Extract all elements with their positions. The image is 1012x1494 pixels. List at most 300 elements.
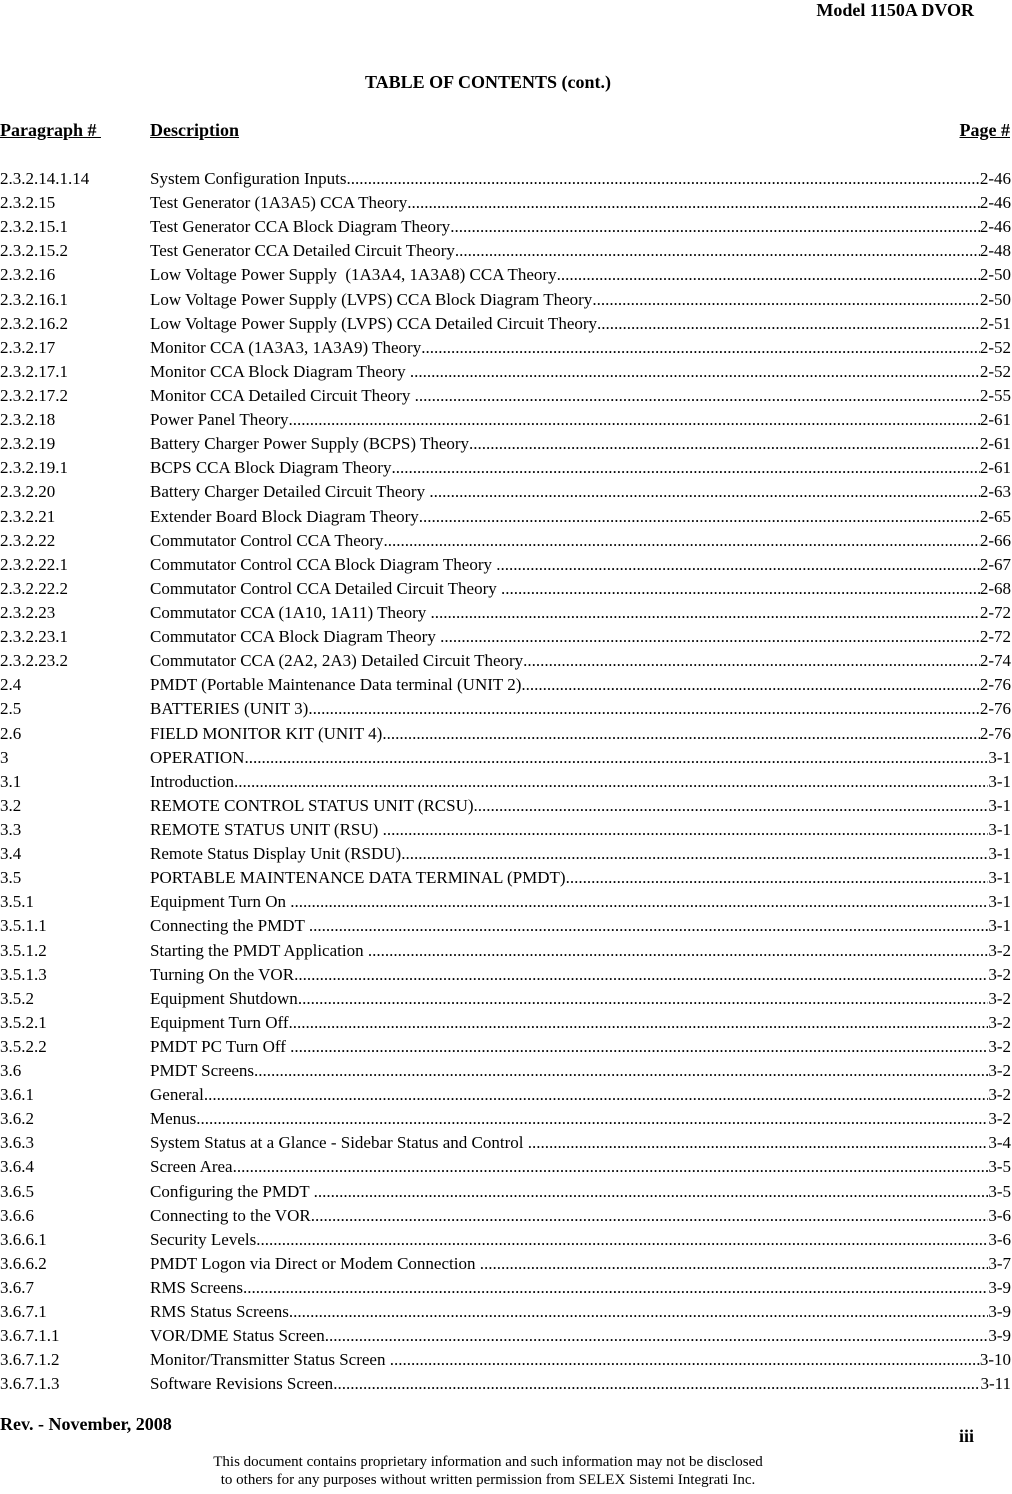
toc-entry-title-wrap bbox=[150, 384, 1011, 408]
toc-entry[interactable] bbox=[0, 601, 1011, 625]
dot-leader bbox=[383, 529, 979, 553]
toc-entry-title-wrap bbox=[150, 842, 1011, 866]
toc-entry-page: 3-2 bbox=[988, 1061, 1011, 1081]
toc-entry-number: 3.5.1 bbox=[0, 892, 34, 912]
toc-entry-page: 2-46 bbox=[979, 169, 1011, 188]
toc-entry-title-wrap bbox=[150, 770, 1011, 794]
toc-entry-page: 2-76 bbox=[979, 675, 1011, 695]
toc-entry-page: 2-72 bbox=[979, 602, 1011, 622]
toc-entry-number: 3.1 bbox=[0, 771, 22, 791]
toc-entry-number: 3 bbox=[0, 747, 9, 767]
toc-entry-title-wrap bbox=[150, 1083, 1011, 1107]
toc-entry-title-wrap bbox=[150, 649, 1011, 673]
toc-entry-title-wrap bbox=[150, 529, 1011, 553]
toc-entry-title-wrap bbox=[150, 722, 1011, 746]
toc-entry-title-wrap bbox=[150, 505, 1011, 529]
toc-entry-number: 3.6.1 bbox=[0, 1085, 34, 1105]
toc-entry-number: 2.3.2.17.2 bbox=[0, 385, 68, 405]
toc-entry[interactable] bbox=[0, 505, 1011, 529]
notice-line-1: This document contains proprietary information and such information may not be disclosed bbox=[213, 1454, 763, 1470]
toc-entry-number: 2.3.2.15 bbox=[0, 193, 56, 213]
toc-entry-page: 2-52 bbox=[979, 361, 1011, 381]
toc-entry-title: Configuring the PMDT bbox=[150, 1181, 314, 1201]
toc-entry-title: RMS Status Screens bbox=[150, 1302, 289, 1322]
toc-entry[interactable] bbox=[0, 890, 1011, 914]
dot-leader bbox=[289, 1011, 989, 1035]
dot-leader bbox=[450, 215, 980, 239]
toc-entry[interactable] bbox=[0, 722, 1011, 746]
toc-entry-title-wrap bbox=[150, 673, 1011, 697]
toc-entry-number: 2.3.2.15.1 bbox=[0, 217, 68, 237]
toc-entry-title-wrap bbox=[150, 1180, 1011, 1204]
notice-line-2: to others for any purposes without written permission from SELEX Sistemi Integrati Inc. bbox=[220, 1472, 756, 1488]
toc-entry-page: 2-76 bbox=[979, 699, 1011, 719]
toc-entry-number: 2.6 bbox=[0, 723, 22, 743]
toc-entry-page: 3-11 bbox=[980, 1374, 1011, 1394]
toc-entry-title-wrap bbox=[150, 215, 1011, 239]
toc-entry-title: FIELD MONITOR KIT (UNIT 4) bbox=[150, 723, 383, 743]
toc-entry-number: 2.4 bbox=[0, 675, 22, 695]
dot-leader bbox=[407, 191, 980, 215]
toc-entry-number: 3.4 bbox=[0, 844, 22, 864]
toc-entry-number: 2.3.2.22.1 bbox=[0, 554, 68, 574]
toc-entry-page: 2-72 bbox=[979, 627, 1011, 647]
dot-leader bbox=[474, 794, 989, 818]
toc-entry[interactable] bbox=[0, 1348, 1011, 1372]
toc-entry-title-wrap bbox=[150, 167, 1011, 191]
toc-entry-number: 2.3.2.17.1 bbox=[0, 361, 68, 381]
toc-entry[interactable] bbox=[0, 1324, 1011, 1348]
toc-entry-title-wrap bbox=[150, 288, 1011, 312]
dot-leader bbox=[289, 408, 980, 432]
toc-list bbox=[0, 167, 1011, 1397]
toc-entry-title: Power Panel Theory bbox=[150, 410, 289, 430]
toc-entry-page: 2-61 bbox=[979, 434, 1011, 454]
toc-entry[interactable] bbox=[0, 1059, 1011, 1083]
toc-entry-title-wrap bbox=[150, 312, 1011, 336]
toc-entry-page: 2-52 bbox=[979, 337, 1011, 357]
dot-leader bbox=[196, 1107, 988, 1131]
dot-leader bbox=[333, 1372, 980, 1396]
toc-entry-title: Equipment Turn On bbox=[150, 892, 291, 912]
toc-entry-number: 3.6.4 bbox=[0, 1157, 34, 1177]
dot-leader bbox=[419, 505, 980, 529]
toc-entry[interactable] bbox=[0, 1180, 1011, 1204]
dot-leader bbox=[480, 1252, 989, 1276]
toc-entry-title: Test Generator CCA Detailed Circuit Theory bbox=[150, 241, 455, 261]
toc-entry-number: 3.6.7 bbox=[0, 1278, 34, 1298]
dot-leader bbox=[204, 1083, 989, 1107]
toc-entry-title-wrap bbox=[150, 1324, 1011, 1348]
toc-entry-title-wrap bbox=[150, 1131, 1011, 1155]
toc-entry-number: 2.3.2.17 bbox=[0, 337, 56, 357]
toc-entry-number: 2.3.2.23 bbox=[0, 602, 56, 622]
toc-entry-number: 3.6.2 bbox=[0, 1109, 34, 1129]
toc-entry[interactable] bbox=[0, 553, 1011, 577]
toc-entry-number: 2.3.2.16.2 bbox=[0, 313, 68, 333]
toc-entry-title: Battery Charger Power Supply (BCPS) Theory bbox=[150, 434, 470, 454]
toc-entry-title: Commutator Control CCA Detailed Circuit Theory bbox=[150, 578, 501, 598]
toc-entry-title: Test Generator CCA Block Diagram Theory bbox=[150, 217, 451, 237]
toc-entry-title-wrap bbox=[150, 1276, 1011, 1300]
toc-entry-title-wrap bbox=[150, 987, 1011, 1011]
toc-entry-number: 3.6.5 bbox=[0, 1181, 34, 1201]
toc-entry-page: 2-48 bbox=[979, 241, 1011, 261]
toc-entry-title-wrap bbox=[150, 625, 1011, 649]
toc-entry[interactable] bbox=[0, 1300, 1011, 1324]
toc-entry[interactable] bbox=[0, 963, 1011, 987]
toc-entry[interactable] bbox=[0, 1252, 1011, 1276]
toc-entry-title-wrap bbox=[150, 408, 1011, 432]
toc-entry-number: 3.5.2.1 bbox=[0, 1012, 47, 1032]
toc-entry-title-wrap bbox=[150, 1107, 1011, 1131]
toc-entry-page: 2-63 bbox=[979, 482, 1011, 502]
toc-entry-page: 2-50 bbox=[979, 265, 1011, 285]
toc-entry-title: Commutator CCA (1A10, 1A11) Theory bbox=[150, 602, 431, 622]
toc-entry-title: Monitor CCA Detailed Circuit Theory bbox=[150, 385, 415, 405]
dot-leader bbox=[521, 673, 979, 697]
toc-entry-title-wrap bbox=[150, 1059, 1011, 1083]
toc-entry-number: 2.5 bbox=[0, 699, 22, 719]
toc-entry-title-wrap bbox=[150, 1228, 1011, 1252]
toc-entry[interactable] bbox=[0, 1204, 1011, 1228]
toc-entry-number: 3.6.7.1.1 bbox=[0, 1326, 60, 1346]
toc-entry-number: 3.6.7.1 bbox=[0, 1302, 47, 1322]
toc-entry-title: Security Levels bbox=[150, 1229, 257, 1249]
toc-entry-number: 3.6.6.2 bbox=[0, 1253, 47, 1273]
toc-entry[interactable] bbox=[0, 818, 1011, 842]
dot-leader bbox=[243, 1276, 988, 1300]
toc-entry-page: 3-6 bbox=[988, 1205, 1011, 1225]
toc-entry[interactable] bbox=[0, 1228, 1011, 1252]
toc-entry-title: Turning On the VOR bbox=[150, 964, 295, 984]
toc-entry[interactable] bbox=[0, 697, 1011, 721]
toc-entry-page: 2-67 bbox=[979, 554, 1011, 574]
toc-entry-page: 3-2 bbox=[988, 988, 1011, 1008]
toc-entry-title-wrap bbox=[150, 963, 1011, 987]
toc-entry-title: BATTERIES (UNIT 3) bbox=[150, 699, 309, 719]
toc-entry-page: 2-51 bbox=[979, 313, 1011, 333]
toc-entry-title: Battery Charger Detailed Circuit Theory bbox=[150, 482, 430, 502]
toc-entry-number: 2.3.2.22 bbox=[0, 530, 56, 550]
toc-entry-page: 2-74 bbox=[979, 651, 1011, 671]
toc-entry-title: Screen Area bbox=[150, 1157, 233, 1177]
toc-entry-title-wrap bbox=[150, 263, 1011, 287]
toc-entry[interactable] bbox=[0, 1131, 1011, 1155]
toc-entry[interactable] bbox=[0, 1035, 1011, 1059]
toc-entry-page: 3-10 bbox=[979, 1350, 1011, 1370]
toc-entry-title: VOR/DME Status Screen bbox=[150, 1326, 325, 1346]
dot-leader bbox=[309, 914, 989, 938]
toc-entry-title: Remote Status Display Unit (RSDU) bbox=[150, 844, 402, 864]
toc-entry[interactable] bbox=[0, 336, 1011, 360]
dot-leader bbox=[401, 842, 988, 866]
toc-entry[interactable] bbox=[0, 263, 1011, 287]
dot-leader bbox=[501, 577, 980, 601]
toc-entry-number: 2.3.2.23.2 bbox=[0, 651, 68, 671]
toc-entry-title: Software Revisions Screen bbox=[150, 1374, 334, 1394]
toc-entry-title: PMDT (Portable Maintenance Data terminal (UNIT 2) bbox=[150, 675, 522, 695]
toc-entry[interactable] bbox=[0, 1276, 1011, 1300]
dot-leader bbox=[391, 456, 979, 480]
toc-entry-title-wrap bbox=[150, 239, 1011, 263]
toc-entry[interactable] bbox=[0, 529, 1011, 553]
dot-leader bbox=[528, 1131, 989, 1155]
dot-leader bbox=[346, 167, 979, 191]
toc-entry[interactable] bbox=[0, 914, 1011, 938]
document-model-header: Model 1150A DVOR bbox=[816, 0, 974, 20]
toc-entry-title: Low Voltage Power Supply (LVPS) CCA Detailed Circuit Theory bbox=[150, 313, 598, 333]
toc-entry[interactable] bbox=[0, 480, 1011, 504]
toc-entry[interactable] bbox=[0, 746, 1011, 770]
toc-entry-page: 2-61 bbox=[979, 458, 1011, 478]
toc-entry-page: 3-1 bbox=[988, 795, 1011, 815]
toc-entry-page: 2-61 bbox=[979, 410, 1011, 430]
toc-entry-title: Extender Board Block Diagram Theory bbox=[150, 506, 419, 526]
toc-entry[interactable] bbox=[0, 384, 1011, 408]
toc-entry-title: Commutator CCA (2A2, 2A3) Detailed Circuit Theory bbox=[150, 651, 524, 671]
toc-entry-title: REMOTE STATUS UNIT (RSU) bbox=[150, 819, 383, 839]
toc-entry[interactable] bbox=[0, 215, 1011, 239]
toc-entry-title: Monitor CCA (1A3A3, 1A3A9) Theory bbox=[150, 337, 422, 357]
toc-entry-title: PMDT Screens bbox=[150, 1061, 255, 1081]
toc-entry-title: RMS Screens bbox=[150, 1278, 244, 1298]
toc-entry-title: BCPS CCA Block Diagram Theory bbox=[150, 458, 392, 478]
toc-entry-page: 3-2 bbox=[988, 1012, 1011, 1032]
toc-entry-number: 3.3 bbox=[0, 819, 22, 839]
toc-entry-number: 2.3.2.18 bbox=[0, 410, 56, 430]
dot-leader bbox=[566, 866, 989, 890]
toc-entry-page: 3-9 bbox=[988, 1278, 1011, 1298]
toc-entry-number: 3.5.1.1 bbox=[0, 916, 47, 936]
toc-entry[interactable] bbox=[0, 987, 1011, 1011]
dot-leader bbox=[244, 746, 988, 770]
dot-leader bbox=[325, 1324, 989, 1348]
toc-entry-title-wrap bbox=[150, 1348, 1011, 1372]
toc-entry-title-wrap bbox=[150, 914, 1011, 938]
dot-leader bbox=[314, 1180, 989, 1204]
toc-entry-title: PMDT Logon via Direct or Modem Connection bbox=[150, 1253, 480, 1273]
toc-entry-title-wrap bbox=[150, 818, 1011, 842]
toc-entry-number: 3.5.2 bbox=[0, 988, 34, 1008]
toc-entry-title-wrap bbox=[150, 1155, 1011, 1179]
page-title: TABLE OF CONTENTS (cont.) bbox=[364, 72, 612, 92]
toc-entry-number: 3.5.2.2 bbox=[0, 1036, 47, 1056]
toc-entry-title-wrap bbox=[150, 577, 1011, 601]
toc-entry[interactable] bbox=[0, 408, 1011, 432]
dot-leader bbox=[368, 939, 988, 963]
toc-entry-page: 3-9 bbox=[988, 1302, 1011, 1322]
toc-entry[interactable] bbox=[0, 432, 1011, 456]
toc-entry-number: 3.6.7.1.3 bbox=[0, 1374, 60, 1394]
toc-entry[interactable] bbox=[0, 939, 1011, 963]
dot-leader bbox=[469, 432, 980, 456]
toc-entry-number: 3.6 bbox=[0, 1061, 22, 1081]
toc-entry-number: 3.5.1.3 bbox=[0, 964, 47, 984]
toc-entry-title-wrap bbox=[150, 601, 1011, 625]
page-number: iii bbox=[958, 1426, 974, 1446]
toc-entry[interactable] bbox=[0, 1011, 1011, 1035]
toc-entry-title: Low Voltage Power Supply (1A3A4, 1A3A8) CCA Theory bbox=[150, 265, 557, 285]
toc-entry-title: Commutator Control CCA Block Diagram Theory bbox=[150, 554, 497, 574]
toc-entry-page: 3-1 bbox=[988, 892, 1011, 912]
toc-entry-page: 3-2 bbox=[988, 1036, 1011, 1056]
dot-leader bbox=[523, 649, 980, 673]
toc-entry-page: 3-1 bbox=[988, 771, 1011, 791]
toc-entry-page: 3-2 bbox=[988, 1085, 1011, 1105]
toc-entry-page: 2-55 bbox=[979, 385, 1011, 405]
toc-entry[interactable] bbox=[0, 649, 1011, 673]
dot-leader bbox=[455, 239, 980, 263]
toc-entry-page: 3-2 bbox=[988, 1109, 1011, 1129]
toc-entry-title: Monitor/Transmitter Status Screen bbox=[150, 1350, 390, 1370]
toc-entry-title-wrap bbox=[150, 456, 1011, 480]
dot-leader bbox=[440, 625, 980, 649]
dot-leader bbox=[410, 360, 980, 384]
toc-entry-title: Test Generator (1A3A5) CCA Theory bbox=[150, 193, 408, 213]
column-headers bbox=[0, 120, 1011, 142]
toc-entry-page: 3-9 bbox=[988, 1326, 1011, 1346]
dot-leader bbox=[290, 1035, 988, 1059]
toc-entry[interactable] bbox=[0, 1372, 1011, 1396]
toc-entry-page: 3-1 bbox=[988, 916, 1011, 936]
revision-footer: Rev. - November, 2008 bbox=[0, 1414, 172, 1434]
toc-entry-title: Monitor CCA Block Diagram Theory bbox=[150, 361, 410, 381]
toc-entry-number: 2.3.2.15.2 bbox=[0, 241, 68, 261]
toc-entry-title: PORTABLE MAINTENANCE DATA TERMINAL (PMDT) bbox=[150, 868, 566, 888]
dot-leader bbox=[557, 263, 980, 287]
toc-entry-title-wrap bbox=[150, 336, 1011, 360]
dot-leader bbox=[383, 818, 989, 842]
toc-entry[interactable] bbox=[0, 625, 1011, 649]
dot-leader bbox=[390, 1348, 980, 1372]
toc-entry-page: 3-1 bbox=[988, 747, 1011, 767]
page-column-header: Page # bbox=[959, 120, 1010, 140]
toc-entry-title-wrap bbox=[150, 1035, 1011, 1059]
toc-entry-title: Low Voltage Power Supply (LVPS) CCA Block Diagram Theory bbox=[150, 289, 593, 309]
toc-entry-number: 3.6.6 bbox=[0, 1205, 34, 1225]
dot-leader bbox=[256, 1228, 988, 1252]
toc-entry-title: Commutator Control CCA Theory bbox=[150, 530, 384, 550]
toc-entry-page: 2-46 bbox=[979, 193, 1011, 213]
dot-leader bbox=[430, 601, 979, 625]
toc-entry[interactable] bbox=[0, 167, 1011, 191]
toc-entry-number: 2.3.2.16.1 bbox=[0, 289, 68, 309]
toc-entry-page: 3-1 bbox=[988, 819, 1011, 839]
toc-entry-number: 2.3.2.22.2 bbox=[0, 578, 68, 598]
toc-entry[interactable] bbox=[0, 191, 1011, 215]
toc-entry-page: 3-1 bbox=[988, 844, 1011, 864]
paragraph-column-header: Paragraph # bbox=[0, 120, 101, 140]
toc-entry-title: System Configuration Inputs bbox=[150, 169, 347, 188]
toc-entry-page: 2-50 bbox=[979, 289, 1011, 309]
toc-entry[interactable] bbox=[0, 842, 1011, 866]
dot-leader bbox=[308, 697, 979, 721]
toc-entry-number: 2.3.2.23.1 bbox=[0, 627, 68, 647]
toc-entry-number: 2.3.2.19.1 bbox=[0, 458, 68, 478]
toc-entry-title-wrap bbox=[150, 1252, 1011, 1276]
toc-entry-number: 2.3.2.20 bbox=[0, 482, 56, 502]
toc-entry-number: 2.3.2.21 bbox=[0, 506, 56, 526]
dot-leader bbox=[429, 480, 980, 504]
dot-leader bbox=[382, 722, 980, 746]
dot-leader bbox=[234, 770, 988, 794]
toc-entry-page: 2-68 bbox=[979, 578, 1011, 598]
toc-entry-page: 3-2 bbox=[988, 964, 1011, 984]
dot-leader bbox=[415, 384, 980, 408]
toc-entry-title: REMOTE CONTROL STATUS UNIT (RCSU) bbox=[150, 795, 474, 815]
description-column-header: Description bbox=[150, 120, 239, 140]
toc-entry[interactable] bbox=[0, 1155, 1011, 1179]
dot-leader bbox=[597, 312, 980, 336]
toc-entry-number: 3.6.6.1 bbox=[0, 1229, 47, 1249]
toc-entry[interactable] bbox=[0, 577, 1011, 601]
toc-entry-title-wrap bbox=[150, 794, 1011, 818]
dot-leader bbox=[592, 288, 980, 312]
toc-entry[interactable] bbox=[0, 1107, 1011, 1131]
toc-entry[interactable] bbox=[0, 288, 1011, 312]
toc-entry-page: 3-2 bbox=[988, 940, 1011, 960]
toc-entry[interactable] bbox=[0, 770, 1011, 794]
toc-entry[interactable] bbox=[0, 794, 1011, 818]
toc-entry-page: 3-5 bbox=[988, 1157, 1011, 1177]
toc-entry-title: Menus bbox=[150, 1109, 197, 1129]
toc-entry-page: 3-4 bbox=[988, 1133, 1011, 1153]
proprietary-notice bbox=[0, 1453, 976, 1489]
toc-entry-title-wrap bbox=[150, 939, 1011, 963]
toc-entry-number: 3.6.7.1.2 bbox=[0, 1350, 60, 1370]
dot-leader bbox=[496, 553, 980, 577]
dot-leader bbox=[290, 890, 988, 914]
toc-entry[interactable] bbox=[0, 866, 1011, 890]
toc-entry[interactable] bbox=[0, 360, 1011, 384]
toc-entry-title-wrap bbox=[150, 746, 1011, 770]
dot-leader bbox=[421, 336, 980, 360]
toc-entry-title-wrap bbox=[150, 191, 1011, 215]
toc-entry-title-wrap bbox=[150, 890, 1011, 914]
toc-entry-title: System Status at a Glance - Sidebar Status and Control bbox=[150, 1133, 528, 1153]
toc-entry-page: 3-1 bbox=[988, 868, 1011, 888]
dot-leader bbox=[311, 1204, 989, 1228]
toc-entry-title-wrap bbox=[150, 1011, 1011, 1035]
toc-entry-page: 3-6 bbox=[988, 1229, 1011, 1249]
toc-entry[interactable] bbox=[0, 312, 1011, 336]
dot-leader bbox=[254, 1059, 988, 1083]
dot-leader bbox=[289, 1300, 988, 1324]
toc-entry-title: OPERATION bbox=[150, 747, 245, 767]
toc-entry[interactable] bbox=[0, 456, 1011, 480]
dot-leader bbox=[233, 1155, 989, 1179]
toc-entry-number: 2.3.2.19 bbox=[0, 434, 56, 454]
toc-entry-title: Introduction bbox=[150, 771, 235, 791]
toc-entry-title: Commutator CCA Block Diagram Theory bbox=[150, 627, 441, 647]
toc-entry-number: 3.5.1.2 bbox=[0, 940, 47, 960]
toc-entry-page: 3-5 bbox=[988, 1181, 1011, 1201]
toc-entry-title: Connecting to the VOR bbox=[150, 1205, 311, 1225]
toc-entry-title: Equipment Turn Off bbox=[150, 1012, 289, 1032]
toc-entry-title-wrap bbox=[150, 360, 1011, 384]
toc-entry[interactable] bbox=[0, 673, 1011, 697]
toc-entry-number: 2.3.2.14.1.14 bbox=[0, 169, 90, 188]
toc-entry-number: 2.3.2.16 bbox=[0, 265, 56, 285]
toc-entry-title-wrap bbox=[150, 553, 1011, 577]
toc-entry-page: 2-76 bbox=[979, 723, 1011, 743]
toc-entry[interactable] bbox=[0, 239, 1011, 263]
toc-entry-title-wrap bbox=[150, 866, 1011, 890]
toc-entry-title-wrap bbox=[150, 432, 1011, 456]
toc-entry-title: PMDT PC Turn Off bbox=[150, 1036, 291, 1056]
toc-entry[interactable] bbox=[0, 1083, 1011, 1107]
